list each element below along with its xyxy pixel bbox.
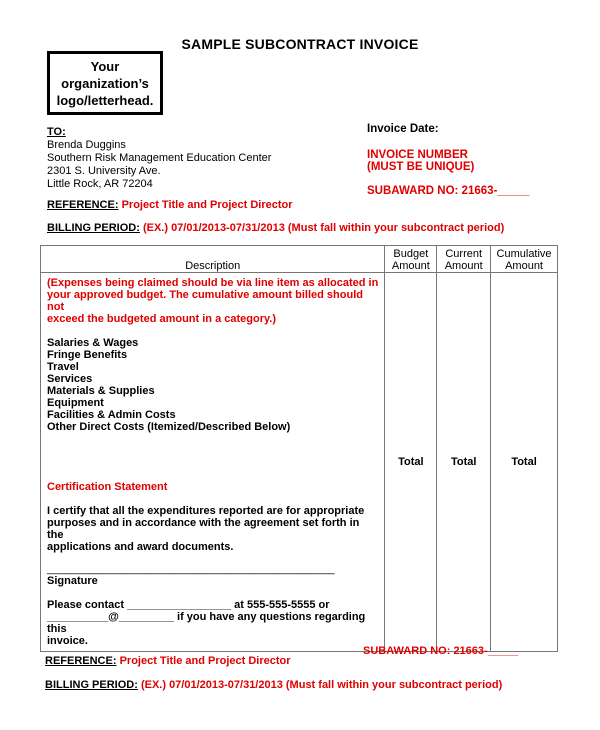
note-line: exceed the budgeted amount in a category.) [47,313,277,325]
reference-line [47,199,293,211]
budget-total-cell: Total [385,273,437,652]
reference-value: Project Title and Project Director [121,199,293,211]
header-description: Description [41,246,385,273]
table-body-row [41,273,558,652]
footer-reference-value: Project Title and Project Director [119,655,291,667]
header-cumulative-line: Cumulative [496,248,552,260]
footer-reference-line [45,655,291,667]
footer-reference-label: REFERENCE: [45,655,117,667]
logo-placeholder [47,51,163,115]
recipient-address [47,126,271,191]
reference-label: REFERENCE: [47,199,119,211]
header-budget-line: Amount [391,260,430,272]
document-title: SAMPLE SUBCONTRACT INVOICE [181,36,419,52]
description-cell [41,273,385,652]
logo-line: organization’s [61,75,149,91]
invoice-date-label: Invoice Date: [367,123,439,135]
category-item: Other Direct Costs (Itemized/Described Below) [47,421,291,433]
header-current-line: Current [445,248,483,260]
footer-billing-period-line [45,679,502,691]
certification-title: Certification Statement [47,481,168,493]
budget-note [47,277,378,325]
invoice-number-label: INVOICE NUMBER [367,149,468,161]
cert-line: purposes and in accordance with the agreement set forth in the [47,517,360,541]
category-item: Services [47,373,93,385]
footer-billing-period-value: (EX.) 07/01/2013-07/31/2013 (Must fall within your subcontract period) [140,679,503,691]
invoice-info [367,123,529,197]
invoice-number-note: (MUST BE UNIQUE) [367,161,475,173]
note-line: your approved budget. The cumulative amount billed should not [47,289,363,313]
cert-line: I certify that all the expenditures reported are for appropriate [47,505,365,517]
category-item: Fringe Benefits [47,349,128,361]
current-total-cell: Total [437,273,491,652]
address-line: Southern Risk Management Education Center [47,152,272,164]
category-item: Salaries & Wages [47,337,139,349]
to-label: TO: [47,126,66,138]
header-cumulative [491,246,558,273]
header-budget-line: Budget [393,248,429,260]
address-line: Brenda Duggins [47,139,126,151]
certification-text [47,505,378,553]
contact-text [47,599,378,647]
contact-line: Please contact _________________ at 555-555-5555 or [47,599,330,611]
header-cumulative-line: Amount [505,260,543,272]
contact-line: __________@_________ if you have any questions regarding this [47,611,366,635]
billing-period-value: (EX.) 07/01/2013-07/31/2013 (Must fall within your subcontract period) [142,222,505,234]
note-line: (Expenses being claimed should be via line item as allocated in [47,277,379,289]
invoice-table [40,245,558,652]
footer-subaward-number: SUBAWARD NO: 21663-_____ [363,645,519,657]
category-item: Travel [47,361,79,373]
logo-line: logo/letterhead. [56,92,154,108]
address-line: Little Rock, AR 72204 [47,178,153,190]
contact-line: invoice. [47,635,88,647]
cert-line: applications and award documents. [47,541,234,553]
table-header-row [41,246,558,273]
footer-billing-period-label: BILLING PERIOD: [45,679,138,691]
logo-line: Your [90,58,120,74]
header-current [437,246,491,273]
signature-label: Signature [47,575,98,587]
address-line: 2301 S. University Ave. [47,165,161,177]
cumulative-total-cell: Total [491,273,558,652]
signature-line: _______________________________________________ [47,563,335,575]
billing-period-label: BILLING PERIOD: [47,222,140,234]
category-item: Facilities & Admin Costs [47,409,176,421]
header-budget [385,246,437,273]
category-item: Equipment [47,397,104,409]
billing-period-line [47,222,504,234]
header-current-line: Amount [444,260,483,272]
subaward-number: SUBAWARD NO: 21663-_____ [367,185,530,197]
category-item: Materials & Supplies [47,385,155,397]
category-list [47,337,378,433]
